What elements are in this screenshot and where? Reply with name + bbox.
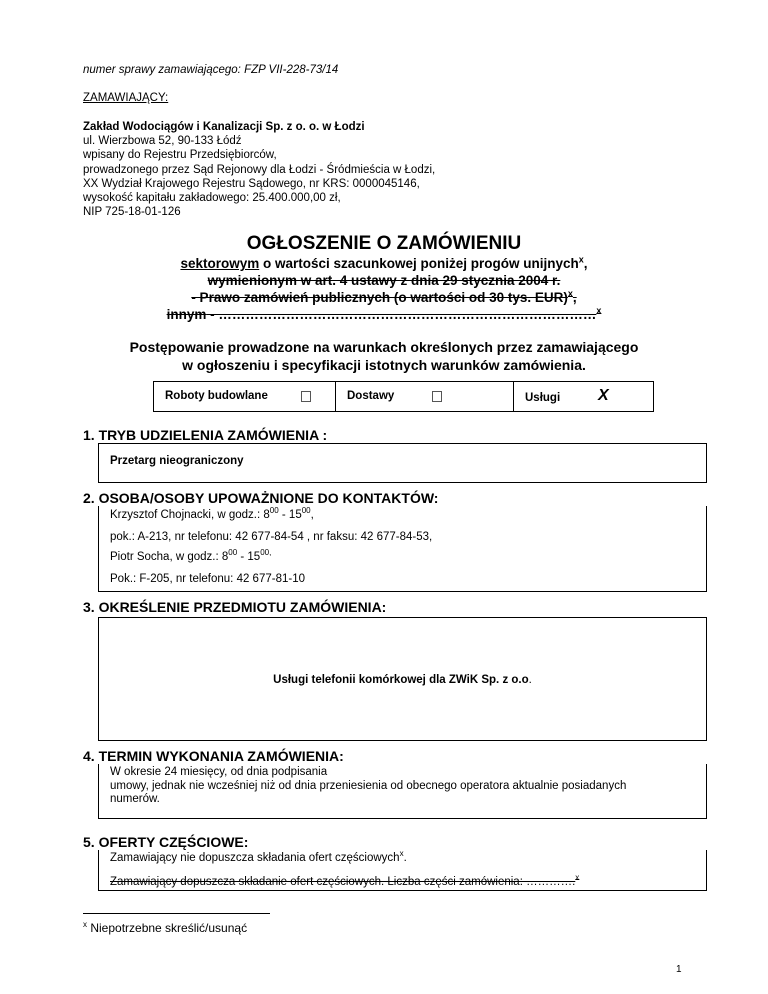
order-type-works: [154, 382, 336, 411]
time-sup: 00: [269, 506, 279, 516]
time-sup: 00: [301, 506, 311, 516]
page-title: OGŁOSZENIE O ZAMÓWIENIU: [246, 233, 522, 254]
contact-text: - 15: [237, 551, 261, 563]
subtitle-sectoral: sektorowym: [180, 256, 260, 271]
time-sup: 00,: [260, 548, 272, 558]
address-line: wysokość kapitału zakładowego: 25.400.000,00 zł,: [83, 192, 341, 205]
case-reference: numer sprawy zamawiającego: FZP VII-228-73/14: [83, 64, 339, 76]
works-label: Roboty budowlane: [165, 390, 268, 402]
contact-text: - 15: [278, 509, 302, 521]
completion-term: [110, 766, 626, 807]
footnote-ref: x: [596, 305, 602, 316]
purchaser-address: [83, 120, 435, 219]
footnote-ref: x: [575, 873, 580, 883]
order-subject: [99, 674, 706, 686]
section-4-heading: 4. TERMIN WYKONANIA ZAMÓWIENIA:: [83, 748, 344, 764]
supplies-label: Dostawy: [347, 390, 395, 402]
subtitle-threshold: o wartości szacunkowej poniżej progów unijnych: [259, 256, 579, 271]
address-line: NIP 725-18-01-126: [83, 206, 181, 219]
footnote-text: Niepotrzebne skreślić/usunąć: [87, 921, 248, 935]
supplies-checkbox-icon: [432, 391, 442, 402]
footnote-ref: x: [567, 288, 573, 299]
address-line: wpisany do Rejestru Przedsiębiorców,: [83, 149, 277, 162]
section-3-heading: 3. OKREŚLENIE PRZEDMIOTU ZAMÓWIENIA:: [83, 599, 387, 615]
footnote-ref: x: [399, 849, 404, 859]
section-2-heading: 2. OSOBA/OSOBY UPOWAŻNIONE DO KONTAKTÓW:: [83, 490, 439, 506]
subtitle-line-2: wymienionym w art. 4 ustawy z dnia 29 stycznia 2004 r.: [207, 273, 561, 288]
footnote-ref: x: [578, 254, 584, 265]
intro-line-2: w ogłoszeniu i specyfikacji istotnych warunków zamówienia.: [182, 357, 586, 373]
partial-offers-text: Zamawiający nie dopuszcza składania ofert częściowych: [110, 852, 400, 864]
order-subject-punct: .: [528, 674, 532, 686]
subtitle-line-4: [0, 307, 768, 322]
page-number: 1: [676, 964, 682, 975]
intro-line-1: Postępowanie prowadzone na warunkach określonych przez zamawiającego: [129, 339, 639, 355]
services-label: Usługi: [525, 392, 561, 404]
section-4-box: [98, 764, 707, 819]
purchaser-label: ZAMAWIAJĄCY:: [83, 92, 169, 104]
contact-2-details: Pok.: F-205, nr telefonu: 42 677-81-10: [110, 573, 305, 585]
contact-2-hours: [110, 548, 272, 563]
section-1-heading: 1. TRYB UDZIELENIA ZAMÓWIENIA :: [83, 427, 328, 443]
term-line: numerów.: [110, 793, 160, 805]
order-type-supplies: [336, 382, 514, 411]
purchaser-name: Zakład Wodociągów i Kanalizacji Sp. z o. o. w Łodzi: [83, 121, 365, 133]
subtitle-punct: ,: [572, 290, 577, 305]
term-line: W okresie 24 miesięcy, od dnia podpisania: [110, 766, 328, 778]
works-checkbox-icon: [301, 391, 311, 402]
section-2-box: [98, 506, 707, 592]
contact-text: Krzysztof Chojnacki, w godz.: 8: [110, 509, 270, 521]
partial-offers-not-allowed: [110, 849, 407, 864]
procedure-type: Przetarg nieograniczony: [110, 455, 244, 467]
footnote-separator: [83, 913, 270, 914]
subtitle-dots: - …………………………………………………………………………: [206, 307, 597, 322]
subtitle-pzp: - Prawo zamówień publicznych (o wartości od 30 tys. EUR): [191, 290, 568, 305]
section-5-box: [98, 850, 707, 891]
order-type-services: [514, 382, 653, 411]
partial-offers-allowed: [110, 873, 580, 888]
term-line: umowy, jednak nie wcześniej niż od dnia przeniesienia od obecnego operatora aktualnie posiadanych: [110, 779, 627, 792]
section-1-box: [98, 443, 707, 483]
footnote: [83, 921, 247, 935]
footnote-mark: x: [83, 920, 87, 929]
services-selected-mark: X: [598, 387, 609, 404]
contact-text: Piotr Socha, w godz.: 8: [110, 551, 229, 563]
address-line: prowadzonego przez Sąd Rejonowy dla Łodzi - Śródmieścia w Łodzi,: [83, 163, 436, 176]
procedure-intro: [0, 338, 768, 374]
subtitle-line-1: [0, 256, 768, 271]
subtitle-other: innym: [166, 307, 207, 322]
order-subject-text: Usługi telefonii komórkowej dla ZWiK Sp. z o.o: [273, 674, 529, 686]
subtitle-punct: ,: [583, 256, 588, 271]
contact-1-details: pok.: A-213, nr telefonu: 42 677-84-54 , nr faksu: 42 677-84-53,: [110, 531, 433, 543]
partial-offers-text: Zamawiający dopuszcza składanie ofert częściowych. Liczba części zamówienia: ………….: [110, 876, 576, 888]
section-5-heading: 5. OFERTY CZĘŚCIOWE:: [83, 834, 249, 850]
subtitle-line-3: [0, 290, 768, 305]
contact-1-hours: [110, 506, 314, 521]
section-3-box: [98, 617, 707, 741]
address-line: ul. Wierzbowa 52, 90-133 Łódź: [83, 135, 242, 148]
contact-text: ,: [310, 509, 314, 521]
order-type-table: [153, 381, 654, 412]
time-sup: 00: [228, 548, 238, 558]
address-line: XX Wydział Krajowego Rejestru Sądowego, nr KRS: 0000045146,: [83, 177, 420, 190]
partial-offers-punct: .: [403, 852, 407, 864]
